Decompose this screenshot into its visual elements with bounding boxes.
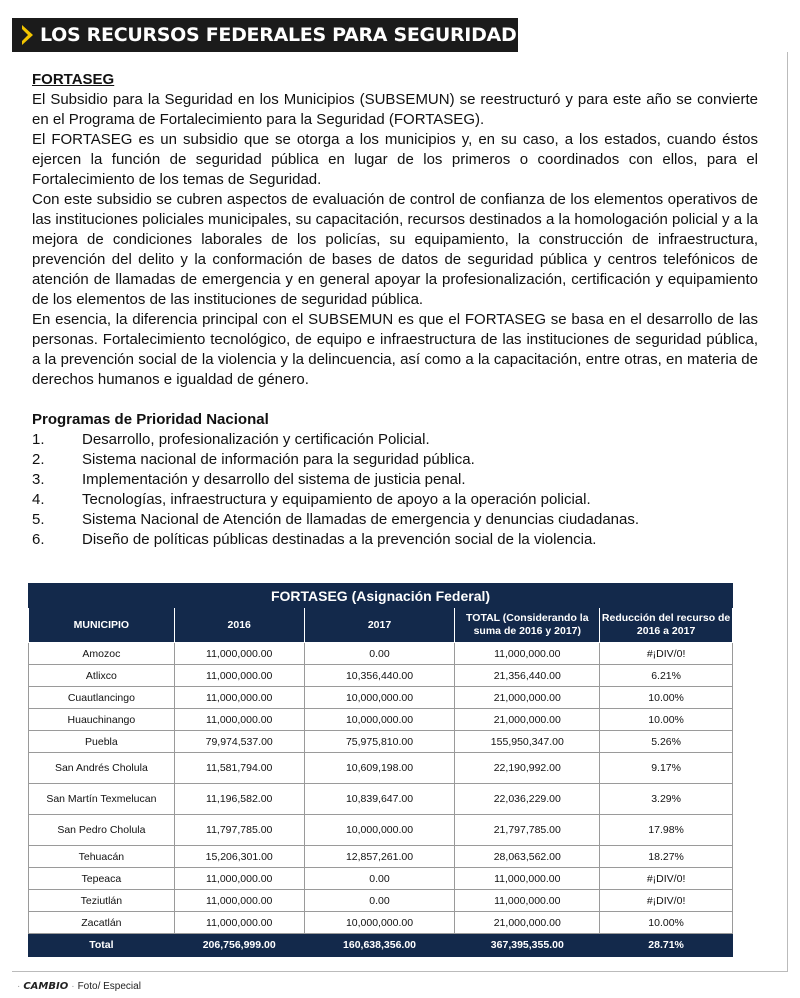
list-item: 6. Diseño de políticas públicas destinadas a la prevención social de la violencia. <box>32 531 597 548</box>
cell-2016: 206,756,999.00 <box>174 934 304 957</box>
cell-2016: 11,000,000.00 <box>174 643 304 665</box>
cell-2016: 11,000,000.00 <box>174 890 304 912</box>
cell-2017: 10,839,647.00 <box>304 784 455 815</box>
table-row <box>29 890 733 912</box>
cell-reduccion: 9.17% <box>600 753 733 784</box>
cell-2017: 75,975,810.00 <box>304 731 455 753</box>
column-header: MUNICIPIO <box>29 608 175 643</box>
cell-2017: 10,000,000.00 <box>304 709 455 731</box>
cell-2017: 12,857,261.00 <box>304 846 455 868</box>
cell-reduccion: #¡DIV/0! <box>600 868 733 890</box>
list-item: 1. Desarrollo, profesionalización y certificación Policial. <box>32 431 430 448</box>
table-row <box>29 709 733 731</box>
cell-total: 21,000,000.00 <box>455 912 600 934</box>
table-row <box>29 784 733 815</box>
cell-2016: 79,974,537.00 <box>174 731 304 753</box>
cell-reduccion: 6.21% <box>600 665 733 687</box>
cell-2016: 11,000,000.00 <box>174 709 304 731</box>
cell-2016: 11,797,785.00 <box>174 815 304 846</box>
table-row <box>29 912 733 934</box>
total-row <box>29 934 733 957</box>
table-row <box>29 868 733 890</box>
cell-total: 11,000,000.00 <box>455 643 600 665</box>
cell-municipio: Zacatlán <box>29 912 175 934</box>
cell-2016: 11,000,000.00 <box>174 912 304 934</box>
cell-municipio: Puebla <box>29 731 175 753</box>
cell-2017: 10,000,000.00 <box>304 687 455 709</box>
cell-reduccion: 18.27% <box>600 846 733 868</box>
cell-municipio: San Martín Texmelucan <box>29 784 175 815</box>
column-header: Reducción del recurso de 2016 a 2017 <box>600 608 733 643</box>
cell-municipio: Huauchinango <box>29 709 175 731</box>
cell-total: 155,950,347.00 <box>455 731 600 753</box>
section-header <box>12 18 518 52</box>
cell-reduccion: 10.00% <box>600 687 733 709</box>
list-item: 5. Sistema Nacional de Atención de llamadas de emergencia y denuncias ciudadanas. <box>32 511 640 528</box>
cell-total: 11,000,000.00 <box>455 890 600 912</box>
paragraph: El Subsidio para la Seguridad en los Municipios (SUBSEMUN) se reestructuró y para este año se convierte en el Programa de Fortalecimiento para la Seguridad (FORTASEG). <box>32 91 758 128</box>
table-row <box>29 731 733 753</box>
cell-reduccion: 5.26% <box>600 731 733 753</box>
list-item: 2. Sistema nacional de información para la seguridad pública. <box>32 451 475 468</box>
cell-total: 21,356,440.00 <box>455 665 600 687</box>
photo-credit: · CAMBIO · Foto/ Especial <box>17 981 141 992</box>
cell-municipio: Tehuacán <box>29 846 175 868</box>
cell-2016: 11,196,582.00 <box>174 784 304 815</box>
cell-municipio: Amozoc <box>29 643 175 665</box>
list-item: 3. Implementación y desarrollo del sistema de justicia penal. <box>32 471 466 488</box>
brand-logo: CAMBIO <box>23 981 69 992</box>
cell-municipio: Tepeaca <box>29 868 175 890</box>
column-header: 2017 <box>304 608 455 643</box>
table-row <box>29 846 733 868</box>
cell-reduccion: 10.00% <box>600 912 733 934</box>
cell-reduccion: #¡DIV/0! <box>600 643 733 665</box>
cell-2017: 0.00 <box>304 890 455 912</box>
cell-2016: 11,000,000.00 <box>174 687 304 709</box>
credit-text: Foto/ Especial <box>77 981 141 992</box>
cell-total: 21,000,000.00 <box>455 709 600 731</box>
paragraph: En esencia, la diferencia principal con el SUBSEMUN es que el FORTASEG se basa en el desarrollo de las personas. Fortalecimiento tecnológico, de equipo e infraestructura de las instituciones de seguridad pública, a la prevención social de la violencia y la delincuencia, así como a la capacitación, entre otras, en materia de derechos humanos e igualdad de género. <box>32 311 758 388</box>
table-title: FORTASEG (Asignación Federal) <box>29 584 733 608</box>
document-title: FORTASEG <box>32 71 115 88</box>
cell-total: 22,036,229.00 <box>455 784 600 815</box>
cell-2017: 160,638,356.00 <box>304 934 455 957</box>
cell-2017: 10,356,440.00 <box>304 665 455 687</box>
cell-2017: 10,000,000.00 <box>304 815 455 846</box>
paragraph: El FORTASEG es un subsidio que se otorga a los municipios y, en su caso, a los estados, cuando éstos ejercen la función de seguridad pública en lugar de los primeros o coordinados con ellos, para el Fortalecimiento de los temas de Seguridad. <box>32 131 758 188</box>
cell-2017: 0.00 <box>304 868 455 890</box>
table-row <box>29 753 733 784</box>
list-item: 4. Tecnologías, infraestructura y equipamiento de apoyo a la operación policial. <box>32 491 591 508</box>
cell-total: 21,000,000.00 <box>455 687 600 709</box>
table-row <box>29 643 733 665</box>
table-row <box>29 815 733 846</box>
cell-2017: 0.00 <box>304 643 455 665</box>
cell-municipio: San Pedro Cholula <box>29 815 175 846</box>
table-row <box>29 687 733 709</box>
cell-reduccion: 3.29% <box>600 784 733 815</box>
fortaseg-table <box>28 583 733 957</box>
column-header: 2016 <box>174 608 304 643</box>
cell-total: 11,000,000.00 <box>455 868 600 890</box>
cell-2017: 10,609,198.00 <box>304 753 455 784</box>
cell-reduccion: 28.71% <box>600 934 733 957</box>
article-body <box>32 70 758 550</box>
programs-title: Programas de Prioridad Nacional <box>32 411 269 428</box>
table-row <box>29 665 733 687</box>
paragraph: Con este subsidio se cubren aspectos de evaluación de control de confianza de los elementos operativos de las instituciones policiales municipales, su capacitación, recursos destinados a la homologación policial y a la mejora de condiciones laborales de los policías, su equipamiento, la construcción de infraestructura, prevención del delito y la conformación de bases de datos de seguridad pública y centros telefónicos de atención de llamadas de emergencia y en general apoyar la profesionalización, certificación y equipamiento de los elementos de las instituciones de seguridad pública. <box>32 191 758 308</box>
cell-municipio: San Andrés Cholula <box>29 753 175 784</box>
cell-reduccion: 10.00% <box>600 709 733 731</box>
cell-municipio: Teziutlán <box>29 890 175 912</box>
cell-municipio: Cuautlancingo <box>29 687 175 709</box>
cell-total: 28,063,562.00 <box>455 846 600 868</box>
cell-municipio: Total <box>29 934 175 957</box>
cell-2016: 15,206,301.00 <box>174 846 304 868</box>
cell-reduccion: 17.98% <box>600 815 733 846</box>
section-header-title: LOS RECURSOS FEDERALES PARA SEGURIDAD <box>40 24 517 46</box>
cell-2016: 11,000,000.00 <box>174 868 304 890</box>
programs-list <box>32 430 758 550</box>
cell-2016: 11,000,000.00 <box>174 665 304 687</box>
cell-2016: 11,581,794.00 <box>174 753 304 784</box>
cell-reduccion: #¡DIV/0! <box>600 890 733 912</box>
cell-total: 22,190,992.00 <box>455 753 600 784</box>
column-header: TOTAL (Considerando la suma de 2016 y 2017) <box>455 608 600 643</box>
cell-total: 21,797,785.00 <box>455 815 600 846</box>
cell-total: 367,395,355.00 <box>455 934 600 957</box>
cell-municipio: Atlixco <box>29 665 175 687</box>
cell-2017: 10,000,000.00 <box>304 912 455 934</box>
